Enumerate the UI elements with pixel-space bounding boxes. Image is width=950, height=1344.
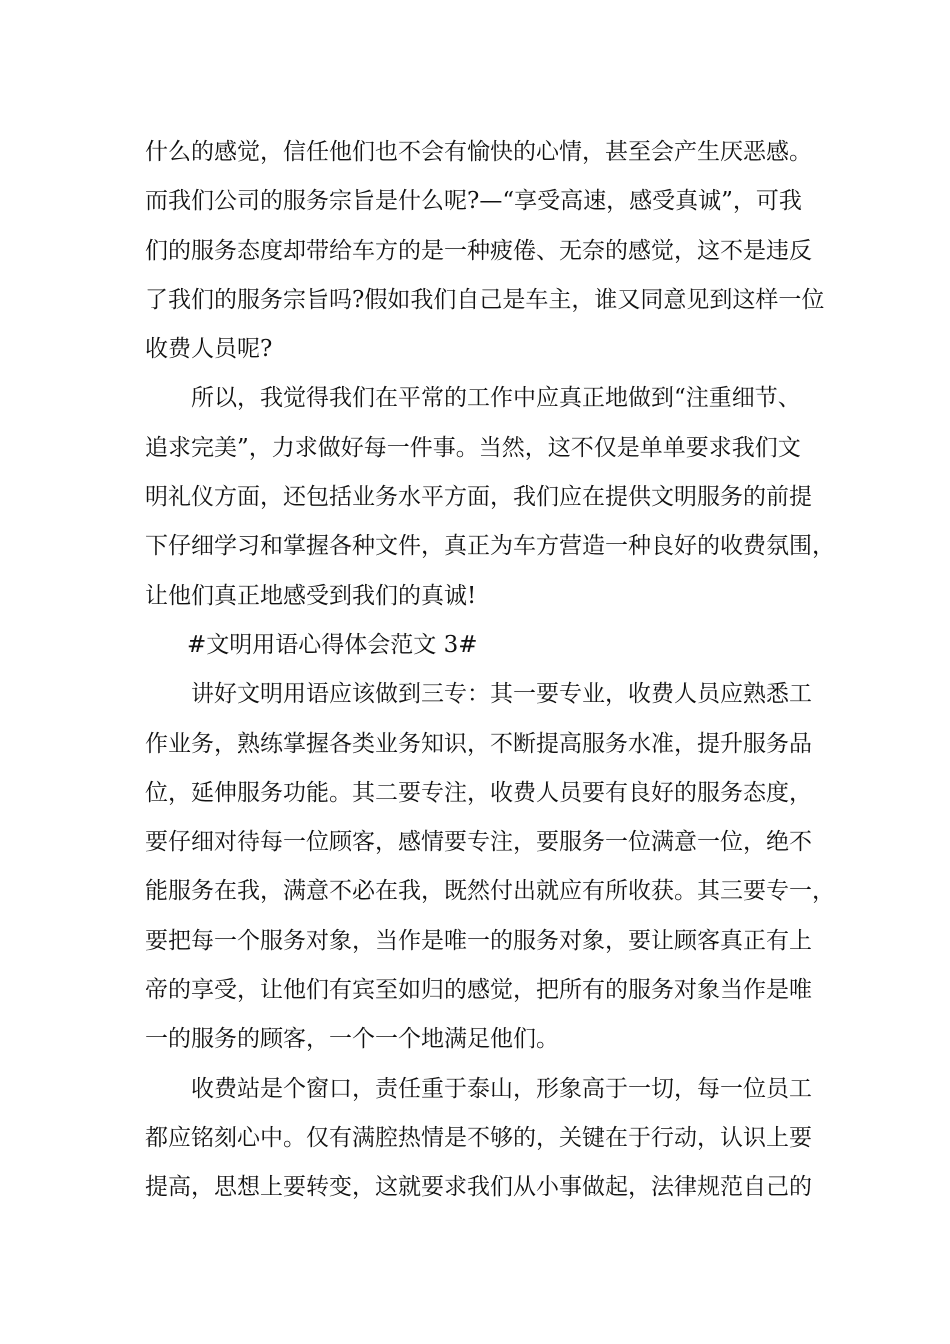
paragraph-start-line: 收费站是个窗口，责任重于泰山，形象高于一切，每一位员工 <box>191 1075 812 1102</box>
document-body <box>145 128 835 1213</box>
text-line: 让他们真正地感受到我们的真诚! <box>145 582 477 609</box>
text-line: 了我们的服务宗旨吗?假如我们自己是车主，谁又同意见到这样一位 <box>145 286 825 313</box>
section-heading: #文明用语心得体会范文 3# <box>187 631 478 658</box>
text-line: 追求完美”，力求做好每一件事。当然，这不仅是单单要求我们文 <box>145 434 801 461</box>
text-line: 一的服务的顾客，一个一个地满足他们。 <box>145 1026 559 1053</box>
paragraph-start-line: 讲好文明用语应该做到三专：其一要专业，收费人员应熟悉工 <box>191 681 812 708</box>
text-line: 提高，思想上要转变，这就要求我们从小事做起，法律规范自己的 <box>145 1174 812 1201</box>
text-line: 作业务，熟练掌握各类业务知识，不断提高服务水准，提升服务品 <box>145 730 812 757</box>
text-line: 明礼仪方面，还包括业务水平方面，我们应在提供文明服务的前提 <box>145 484 812 511</box>
text-line: 帝的享受，让他们有宾至如归的感觉，把所有的服务对象当作是唯 <box>145 977 812 1004</box>
text-line: 而我们公司的服务宗旨是什么呢?—“享受高速，感受真诚”，可我 <box>145 188 802 215</box>
text-line: 要仔细对待每一位顾客，感情要专注，要服务一位满意一位，绝不 <box>145 829 812 856</box>
text-line: 都应铭刻心中。仅有满腔热情是不够的，关键在于行动，认识上要 <box>145 1124 812 1151</box>
text-line: 收费人员呢? <box>145 336 273 363</box>
text-line: 要把每一个服务对象，当作是唯一的服务对象，要让顾客真正有上 <box>145 927 812 954</box>
paragraph-start-line: 所以，我觉得我们在平常的工作中应真正地做到“注重细节、 <box>191 385 801 412</box>
text-line: 什么的感觉，信任他们也不会有愉快的心情，甚至会产生厌恶感。 <box>145 139 812 165</box>
text-line: 能服务在我，满意不必在我，既然付出就应有所收获。其三要专一， <box>145 878 835 905</box>
text-line: 位，延伸服务功能。其二要专注，收费人员要有良好的服务态度， <box>145 779 812 806</box>
text-line: 们的服务态度却带给车方的是一种疲倦、无奈的感觉，这不是违反 <box>145 237 812 264</box>
text-line: 下仔细学习和掌握各种文件，真正为车方营造一种良好的收费氛围， <box>145 533 835 560</box>
